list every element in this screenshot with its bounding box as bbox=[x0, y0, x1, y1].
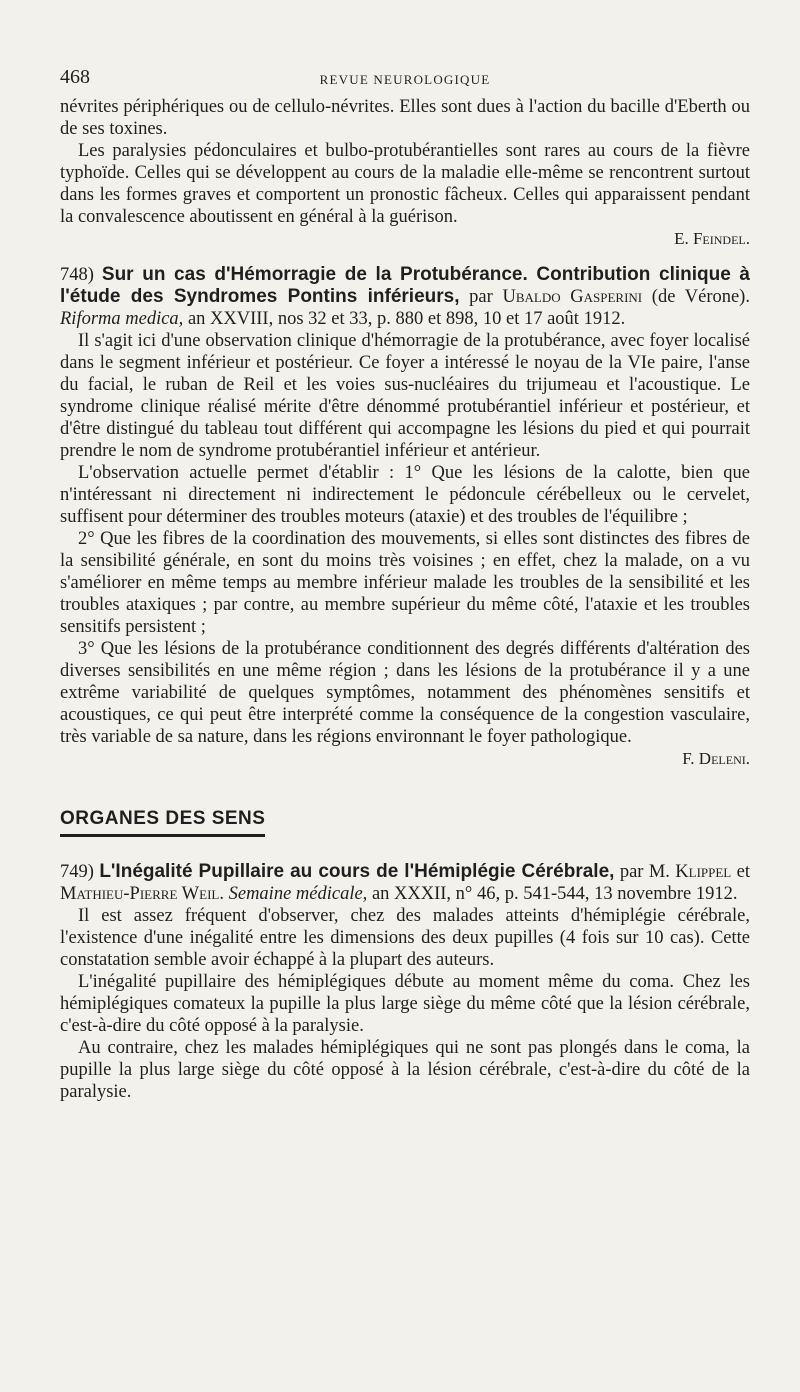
entry-number: 748) bbox=[60, 265, 94, 285]
abstract-748-paragraph-1: Il s'agit ici d'une observation clinique d'hémorragie de la protubérance, avec foyer localisé dans le segment inférieur et postérieur. Ce foyer a intéressé le noyau de la VIe paire, l'anse du facial, le ruban de Reil et les voies sus-nucléaires du trijumeau et l'acoustique. Le syndrome clinique réalisé mérite d'être dénommé protubérantiel inférieur et postérieur, et d'être distingué du tableau tout différent qui accompagne les lésions du pied et qui pourrait prendre le nom de syndrome protubérantiel inférieur et antérieur. bbox=[60, 331, 750, 461]
intro-signature: E. Feindel. bbox=[674, 229, 750, 248]
intro-paragraph-1: névrites périphériques ou de cellulo-névrites. Elles sont dues à l'action du bacille d'Eberth ou de ses toxines. bbox=[60, 97, 750, 139]
place-text: (de Vérone). bbox=[642, 287, 750, 307]
journal-name: Semaine médicale, bbox=[228, 884, 368, 904]
running-title: REVUE NEUROLOGIQUE bbox=[319, 72, 491, 87]
abstract-749 bbox=[60, 861, 750, 1103]
abstract-748 bbox=[60, 264, 750, 770]
abstract-748-signature: F. Deleni. bbox=[682, 749, 750, 768]
by-text: par bbox=[459, 287, 503, 307]
entry-title: Sur un cas d'Hémorragie de la Protubérance. Contribution clinique à l'étude des Syndromes Pontins inférieurs, bbox=[60, 264, 750, 307]
page-number: 468 bbox=[60, 66, 90, 88]
abstract-749-paragraph-1: Il est assez fréquent d'observer, chez des malades atteints d'hémiplégie cérébrale, l'existence d'une inégalité entre les dimensions des deux pupilles (4 fois sur 10 cas). Cette constatation semble avoir échappé à la plupart des auteurs. bbox=[60, 906, 750, 970]
entry-title: L'Inégalité Pupillaire au cours de l'Hémiplégie Cérébrale, bbox=[99, 861, 615, 882]
document-page bbox=[60, 66, 750, 1103]
abstract-748-paragraph-4: 3° Que les lésions de la protubérance conditionnent des degrés différents d'altération des diverses sensibilités en une même région ; dans les lésions de la protubérance il y a une extrême variabilité de quelques symptômes, notamment des phénomènes sensitifs et acoustiques, ce qui peut être interprété comme la conséquence de la congestion vasculaire, très variable de sa nature, dans les régions environnant le foyer pathologique. bbox=[60, 639, 750, 747]
reference-text: an XXVIII, nos 32 et 33, p. 880 et 898, 10 et 17 août 1912. bbox=[183, 309, 626, 329]
by-text: par M. bbox=[614, 862, 676, 882]
author-name-1: Klippel bbox=[675, 862, 732, 882]
journal-name: Riforma medica, bbox=[60, 309, 184, 329]
abstract-749-paragraph-2: L'inégalité pupillaire des hémiplégiques débute au moment même du coma. Chez les hémiplégiques comateux la pupille la plus large siège du même côté que la lésion cérébrale, c'est-à-dire du côté opposé à la paralysie. bbox=[60, 972, 750, 1036]
abstract-749-paragraph-3: Au contraire, chez les malades hémiplégiques qui ne sont pas plongés dans le coma, la pupille la plus large siège du côté opposé à la lésion cérébrale, c'est-à-dire du côté de la paralysie. bbox=[60, 1038, 750, 1102]
author-name-2: Mathieu-Pierre Weil bbox=[60, 884, 220, 904]
section-title: ORGANES DES SENS bbox=[60, 808, 265, 837]
abstract-749-heading bbox=[60, 861, 750, 905]
entry-number: 749) bbox=[60, 862, 94, 882]
reference-text: an XXXII, n° 46, p. 541-544, 13 novembre 1912. bbox=[367, 884, 738, 904]
separator-text: . bbox=[219, 884, 229, 904]
page-header bbox=[60, 66, 750, 96]
and-text: et bbox=[731, 862, 750, 882]
abstract-748-heading bbox=[60, 264, 750, 330]
section-heading bbox=[60, 808, 750, 837]
abstract-748-paragraph-3: 2° Que les fibres de la coordination des mouvements, si elles sont distinctes des fibres de la sensibilité générale, en sont du moins très voisines ; en effet, chez la malade, on a vu s'améliorer en même temps au membre inférieur malade les troubles de la sensibilité et les troubles ataxiques ; par contre, au membre supérieur du même côté, l'ataxie et les troubles sensitifs persistent ; bbox=[60, 529, 750, 637]
abstract-748-paragraph-2: L'observation actuelle permet d'établir : 1° Que les lésions de la calotte, bien que n'intéressant ni directement ni indirectement le pédoncule cérébelleux ou le cervelet, suffisent pour déterminer des troubles moteurs (ataxie) et des troubles de l'équilibre ; bbox=[60, 463, 750, 527]
author-name: Ubaldo Gasperini bbox=[502, 287, 643, 307]
intro-paragraph-2: Les paralysies pédonculaires et bulbo-protubérantielles sont rares au cours de la fièvre typhoïde. Celles qui se développent au cours de la maladie elle-même se rencontrent surtout dans les formes graves et comportent un pronostic fâcheux. Celles qui apparaissent pendant la convalescence aboutissent en général à la guérison. bbox=[60, 141, 750, 227]
